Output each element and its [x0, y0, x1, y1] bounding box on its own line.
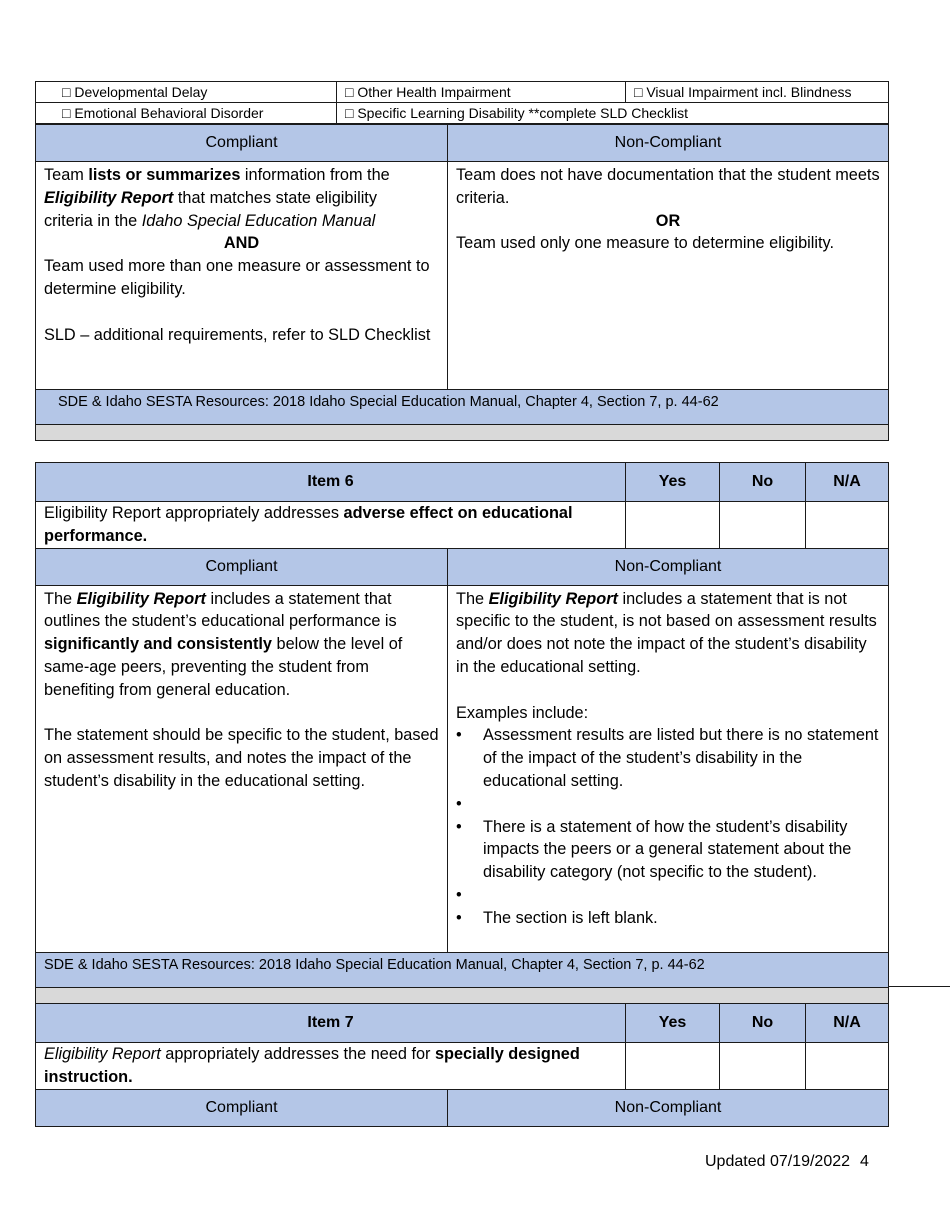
or-connector: OR — [655, 211, 681, 230]
noncompliant-header: Non-Compliant — [448, 548, 889, 585]
list-item: • The section is left blank. — [456, 907, 880, 930]
compliant-header: Compliant — [36, 548, 448, 585]
compliant-criteria: The Eligibility Report includes a statement that outlines the student’s educational performance is significantly and consistently below the level of same-age peers, preventing the student from benefiting from general education. The statement should be specific to the student, based on assessment results, and notes the impact of the student’s disability in the educational setting. — [36, 585, 448, 952]
separator-bar — [36, 425, 889, 441]
item6-na-header: N/A — [806, 463, 889, 502]
item6-title: Item 6 — [36, 463, 626, 502]
item6-table — [35, 462, 889, 1004]
examples-label: Examples include: — [456, 703, 589, 722]
list-spacer — [456, 884, 880, 907]
item7-question: Eligibility Report appropriately addresses the need for specially designed instruction. — [36, 1043, 626, 1090]
item6-no-cell[interactable] — [720, 502, 806, 549]
updated-date: Updated 07/19/2022 — [705, 1153, 851, 1170]
resources-row: SDE & Idaho SESTA Resources: 2018 Idaho Special Education Manual, Chapter 4, Section 7, p. 44-62 — [36, 390, 889, 425]
item6-yes-cell[interactable] — [626, 502, 720, 549]
category-emotional-behavioral-disorder[interactable]: □ Emotional Behavioral Disorder — [36, 103, 337, 124]
examples-list — [456, 724, 880, 929]
page-footer — [705, 1153, 869, 1171]
category-specific-learning-disability[interactable]: □ Specific Learning Disability **complete SLD Checklist — [337, 103, 889, 124]
item7-yes-cell[interactable] — [626, 1043, 720, 1090]
item7-no-header: No — [720, 1004, 806, 1043]
category-row — [36, 103, 889, 124]
resources-row: SDE & Idaho SESTA Resources: 2018 Idaho Special Education Manual, Chapter 4, Section 7, p. 44-62 — [36, 952, 889, 987]
noncompliant-criteria: The Eligibility Report includes a statement that is not specific to the student, is not based on assessment results and/or does not note the impact of the student’s disability in the educational setting. Examples include: • Assessment results are listed but there is no statement of the impact of the student’s disability in the educational setting. • • There is a statement of how the student’s disability impacts the peers or a general statement about the disability category (not specific to the student). • • The section is left blank. — [448, 585, 889, 952]
item7-no-cell[interactable] — [720, 1043, 806, 1090]
compliant-criteria: Team lists or summarizes information from the Eligibility Report that matches state eligibility criteria in the Idaho Special Education Manual AND Team used more than one measure or assessment to determine eligibility. SLD – additional requirements, refer to SLD Checklist — [36, 162, 448, 390]
category-other-health-impairment[interactable]: □ Other Health Impairment — [337, 82, 626, 103]
page-number: 4 — [860, 1153, 869, 1170]
item6-no-header: No — [720, 463, 806, 502]
item7-na-header: N/A — [806, 1004, 889, 1043]
item6-na-cell[interactable] — [806, 502, 889, 549]
compliant-header: Compliant — [36, 125, 448, 162]
list-spacer — [456, 793, 880, 816]
compliant-header: Compliant — [36, 1089, 448, 1126]
noncompliant-criteria: Team does not have documentation that the student meets criteria. OR Team used only one measure to determine eligibility. — [448, 162, 889, 390]
category-developmental-delay[interactable]: □ Developmental Delay — [36, 82, 337, 103]
item7-yes-header: Yes — [626, 1004, 720, 1043]
item6-yes-header: Yes — [626, 463, 720, 502]
category-row — [36, 82, 889, 103]
noncompliant-header: Non-Compliant — [448, 1089, 889, 1126]
item7-title: Item 7 — [36, 1004, 626, 1043]
category-visual-impairment[interactable]: □ Visual Impairment incl. Blindness — [626, 82, 889, 103]
item6-question: Eligibility Report appropriately addresses adverse effect on educational performance. — [36, 502, 626, 549]
item7-na-cell[interactable] — [806, 1043, 889, 1090]
divider-line — [888, 986, 950, 987]
noncompliant-header: Non-Compliant — [448, 125, 889, 162]
list-item: • There is a statement of how the student’s disability impacts the peers or a general statement about the disability category (not specific to the student). — [456, 816, 880, 884]
item7-table — [35, 1003, 889, 1127]
disability-category-table — [35, 81, 889, 124]
item5-criteria-table — [35, 124, 889, 441]
and-connector: AND — [223, 234, 260, 253]
list-item: • Assessment results are listed but there is no statement of the impact of the student’s disability in the educational setting. — [456, 724, 880, 792]
separator-bar — [36, 987, 889, 1003]
